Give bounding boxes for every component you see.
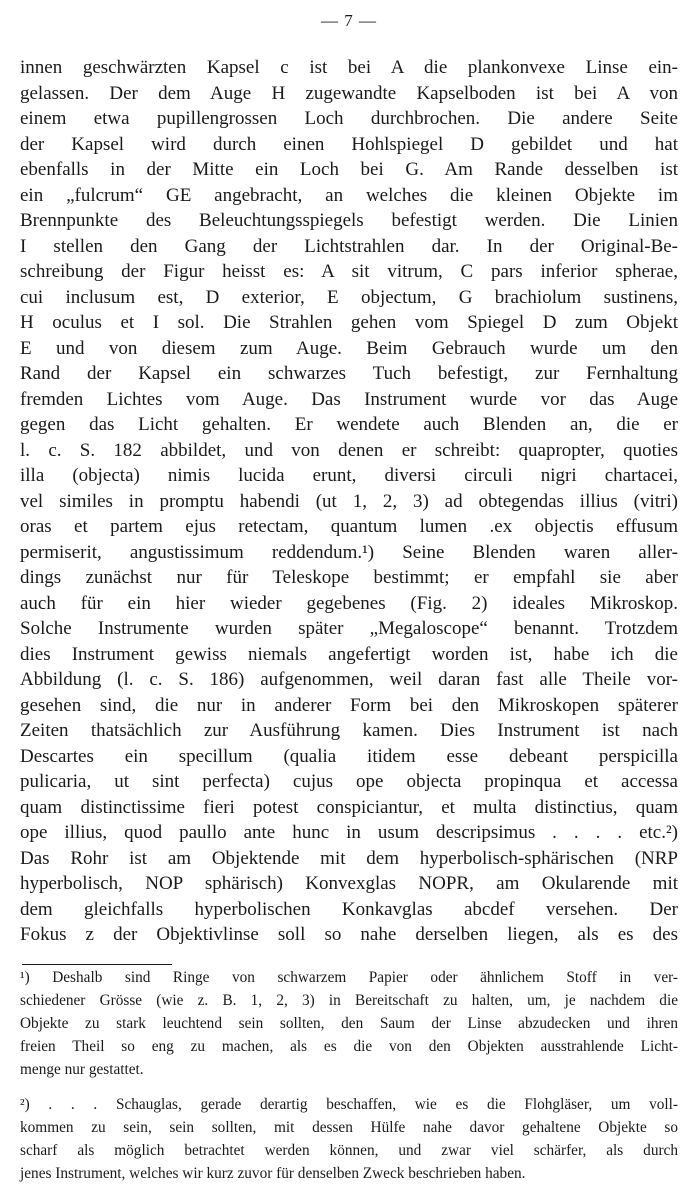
body-line: Zeiten thatsächlich zur Ausführung kamen. Dies Instrument ist nach — [20, 720, 678, 741]
footnote-line: kommen zu sein, sein sollten, mit dessen Hülfe nahe davor gehaltene Objekte so — [20, 1119, 678, 1136]
footnote-line: freien Theil so eng zu machen, als es die von den Objekten ausstrahlende Licht- — [20, 1038, 678, 1055]
body-line: l. c. S. 182 abbildet, und von denen er schreibt: quapropter, quoties — [20, 439, 678, 461]
body-line: hyperbolisch, NOP sphärisch) Konvexglas NOPR, am Okularende mit — [20, 873, 678, 894]
body-line: ope illius, quod paullo ante hunc in usum descripsimus . . . . etc.²) — [20, 822, 678, 843]
footnote-2 — [20, 1093, 678, 1185]
body-line: einem etwa pupillengrossen Loch durchbrochen. Die andere Seite — [20, 108, 678, 129]
body-line: Abbildung (l. c. S. 186) aufgenommen, weil daran fast alle Theile vor- — [20, 669, 678, 690]
body-line: gegen das Licht gehalten. Er wendete auch Blenden an, die er — [20, 414, 678, 435]
footnote-line: Objekte zu stark leuchtend sein sollten, den Saum der Linse abzudecken und ihren — [20, 1015, 678, 1032]
body-line: permiserit, angustissimum reddendum.¹) Seine Blenden waren aller- — [20, 541, 678, 563]
body-line: Fokus z der Objektivlinse soll so nahe derselben liegen, als es des — [20, 924, 678, 945]
body-line: auch für ein hier wieder gegebenes (Fig. 2) ideales Mikroskop. — [20, 592, 678, 614]
footnote-line: ²) . . . Schauglas, gerade derartig beschaffen, wie es die Flohgläser, um voll- — [20, 1096, 678, 1113]
page-number: — 7 — — [321, 11, 377, 30]
footnote-line: menge nur gestattet. — [20, 1061, 144, 1078]
body-line: illa (objecta) nimis lucida erunt, diversi circuli nigri chartacei, — [20, 465, 678, 486]
footnote-line: schiedener Grösse (wie z. B. 1, 2, 3) in Bereitschaft zu halten, um, je nachdem die — [20, 992, 678, 1009]
body-line: Solche Instrumente wurden später „Megaloscope“ benannt. Trotzdem — [20, 618, 678, 639]
body-line: Rand der Kapsel ein schwarzes Tuch befestigt, zur Fernhaltung — [20, 363, 678, 384]
footnote-1 — [20, 966, 678, 1081]
body-line: Brennpunkte des Beleuchtungsspiegels befestigt werden. Die Linien — [20, 210, 678, 231]
body-text — [20, 55, 678, 948]
body-line: dies Instrument gewiss niemals angefertigt worden ist, habe ich die — [20, 643, 678, 665]
footnote-gap — [20, 1081, 678, 1093]
body-line: dings zunächst nur für Teleskope bestimmt; er empfahl sie aber — [20, 567, 678, 588]
body-line: gelassen. Der dem Auge H zugewandte Kapselboden ist bei A von — [20, 82, 678, 104]
footnote-line: scharf als möglich betrachtet werden können, und zwar viel schärfer, als durch — [20, 1142, 678, 1159]
body-line: quam distinctissime fieri potest conspiciantur, et multa distinctius, quam — [20, 796, 678, 818]
footnote-line: ¹) Deshalb sind Ringe von schwarzem Papier oder ähnlichem Stoff in ver- — [20, 969, 678, 986]
body-line: I stellen den Gang der Lichtstrahlen dar. In der Original-Be- — [20, 235, 678, 257]
body-line: dem gleichfalls hyperbolischen Konkavglas abcdef versehen. Der — [20, 898, 678, 920]
body-line: vel similes in promptu habendi (ut 1, 2, 3) ad obtegendas illius (vitri) — [20, 490, 678, 512]
body-line: cui inclusum est, D exterior, E objectum, G brachiolum sustinens, — [20, 286, 678, 308]
footnote-line: jenes Instrument, welches wir kurz zuvor für denselben Zweck beschrieben haben. — [20, 1165, 526, 1182]
body-line: ein „fulcrum“ GE angebracht, an welches die kleinen Objekte im — [20, 184, 678, 206]
body-line: H oculus et I sol. Die Strahlen gehen vom Spiegel D zum Objekt — [20, 312, 678, 333]
body-line: innen geschwärzten Kapsel c ist bei A die plankonvexe Linse ein- — [20, 57, 678, 78]
body-line: oras et partem ejus retectam, quantum lumen .ex objectis effusum — [20, 516, 678, 537]
body-line: gesehen sind, die nur in anderer Form bei den Mikroskopen späterer — [20, 694, 678, 716]
footnotes — [20, 966, 678, 1185]
body-line: pulicaria, ut sint perfecta) cujus ope objecta propinqua et accessa — [20, 771, 678, 792]
body-line: Das Rohr ist am Objektende mit dem hyperbolisch-sphärischen (NRP — [20, 847, 678, 869]
body-line: E und von diesem zum Auge. Beim Gebrauch wurde um den — [20, 337, 678, 359]
body-line: der Kapsel wird durch einen Hohlspiegel D gebildet und hat — [20, 133, 678, 155]
body-line: ebenfalls in der Mitte ein Loch bei G. Am Rande desselben ist — [20, 159, 678, 180]
body-line: Descartes ein specillum (qualia itidem esse debeant perspicilla — [20, 745, 678, 767]
body-line: fremden Lichtes vom Auge. Das Instrument wurde vor das Auge — [20, 388, 678, 410]
body-line: schreibung der Figur heisst es: A sit vitrum, C pars inferior spherae, — [20, 261, 678, 282]
footnote-divider — [22, 964, 172, 965]
